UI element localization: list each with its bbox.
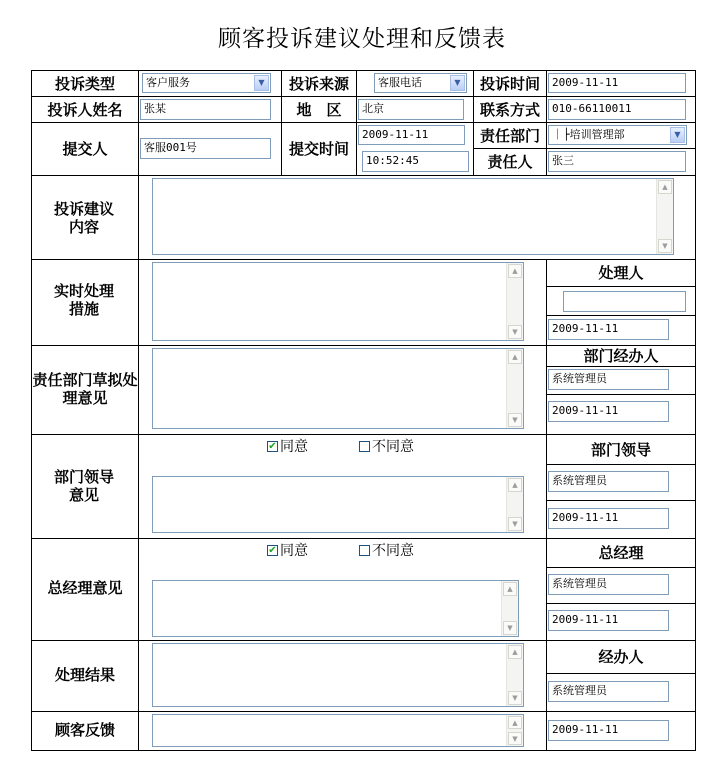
leader-agree-label: 同意 [280, 439, 308, 455]
region-field[interactable]: 北京 [358, 99, 464, 120]
handler-field[interactable] [563, 291, 686, 312]
scroll-up-icon[interactable]: ▲ [503, 582, 517, 596]
responsible-person-field[interactable]: 张三 [548, 151, 686, 172]
scroll-down-icon[interactable]: ▼ [508, 691, 522, 705]
scroll-up-icon[interactable]: ▲ [508, 350, 522, 364]
scroll-up-icon[interactable]: ▲ [508, 264, 522, 278]
scrollbar[interactable] [506, 715, 523, 746]
scroll-down-icon[interactable]: ▼ [658, 239, 672, 253]
realtime-measures-label: 实时处理措施 [53, 282, 114, 318]
complainant-name-label: 投诉人姓名 [47, 100, 123, 119]
complaint-time-label: 投诉时间 [479, 74, 540, 93]
complaint-time-field[interactable]: 2009-11-11 [548, 73, 686, 93]
responsible-dept-label: 责任部门 [479, 126, 540, 145]
dept-draft-textarea[interactable] [152, 348, 524, 429]
contact-label: 联系方式 [479, 100, 540, 119]
dept-agent-field[interactable]: 系统管理员 [548, 369, 669, 390]
gm-disagree-checkbox[interactable] [359, 541, 414, 559]
scroll-down-icon[interactable]: ▼ [508, 732, 522, 745]
scrollbar[interactable] [506, 644, 523, 706]
scrollbar[interactable] [506, 477, 523, 532]
dept-draft-label: 责任部门草拟处理意见 [32, 371, 138, 407]
scroll-down-icon[interactable]: ▼ [508, 517, 522, 531]
scroll-up-icon[interactable]: ▲ [658, 180, 672, 194]
handler-label: 处理人 [598, 264, 644, 282]
leader-disagree-label: 不同意 [372, 439, 414, 455]
complaint-type-label: 投诉类型 [54, 74, 115, 93]
dept-leader-field[interactable]: 系统管理员 [548, 471, 669, 492]
dept-leader-textarea[interactable] [152, 476, 524, 533]
complaint-type-select[interactable] [142, 73, 271, 93]
submit-date-field[interactable]: 2009-11-11 [358, 125, 465, 145]
gm-label: 总经理 [598, 544, 644, 562]
realtime-measures-textarea[interactable] [152, 262, 524, 341]
gm-date-field[interactable]: 2009-11-11 [548, 610, 669, 631]
scrollbar[interactable] [501, 581, 518, 636]
complainant-name-field[interactable]: 张某 [140, 99, 271, 120]
scroll-down-icon[interactable]: ▼ [508, 413, 522, 427]
responsible-person-label: 责任人 [487, 153, 533, 171]
draft-date-field[interactable]: 2009-11-11 [548, 401, 669, 422]
scroll-down-icon[interactable]: ▼ [508, 325, 522, 339]
gm-opinion-label: 总经理意见 [47, 579, 123, 597]
realtime-date-field[interactable]: 2009-11-11 [548, 319, 669, 340]
leader-agree-checkbox[interactable] [267, 437, 308, 455]
feedback-date-field[interactable]: 2009-11-11 [548, 720, 669, 741]
customer-feedback-textarea[interactable] [152, 714, 524, 747]
responsible-dept-select[interactable] [548, 125, 687, 145]
checkbox-empty-icon[interactable] [359, 545, 370, 556]
responsible-dept-value: ｜├培训管理部 [552, 128, 625, 141]
complaint-source-label: 投诉来源 [288, 74, 349, 93]
scroll-up-icon[interactable]: ▲ [508, 645, 522, 659]
submitter-field[interactable]: 客服001号 [140, 138, 271, 159]
checkmark-icon[interactable]: ✔ [268, 544, 277, 556]
chevron-down-icon[interactable]: ▼ [450, 75, 465, 91]
contact-field[interactable]: 010-66110011 [548, 99, 686, 120]
dept-leader-opinion-label: 部门领导意见 [53, 468, 114, 504]
submit-clock-field[interactable]: 10:52:45 [362, 151, 469, 172]
scrollbar[interactable] [506, 263, 523, 340]
scroll-up-icon[interactable]: ▲ [508, 716, 522, 729]
scroll-down-icon[interactable]: ▼ [503, 621, 517, 635]
gm-agree-checkbox[interactable] [267, 541, 308, 559]
result-textarea[interactable] [152, 643, 524, 707]
dept-agent-label: 部门经办人 [583, 347, 659, 365]
checkbox-empty-icon[interactable] [359, 441, 370, 452]
submitter-label: 提交人 [62, 140, 108, 158]
submit-time-label: 提交时间 [288, 140, 349, 158]
chevron-down-icon[interactable]: ▼ [254, 75, 269, 91]
gm-field[interactable]: 系统管理员 [548, 574, 669, 595]
leader-disagree-checkbox[interactable] [359, 437, 414, 455]
chevron-down-icon[interactable]: ▼ [670, 127, 685, 143]
gm-opinion-textarea[interactable] [152, 580, 519, 637]
scroll-up-icon[interactable]: ▲ [508, 478, 522, 492]
result-label: 处理结果 [54, 666, 115, 684]
checkmark-icon[interactable]: ✔ [268, 440, 277, 452]
dept-leader-label: 部门领导 [590, 440, 651, 459]
complaint-source-value: 客服电话 [378, 76, 422, 89]
complaint-source-select[interactable] [374, 73, 467, 93]
scrollbar[interactable] [506, 349, 523, 428]
region-label: 地 区 [296, 100, 342, 119]
complaint-content-textarea[interactable] [152, 178, 674, 255]
gm-disagree-label: 不同意 [372, 543, 414, 559]
complaint-content-label: 投诉建议内容 [53, 199, 114, 236]
page-title: 顾客投诉建议处理和反馈表 [218, 26, 506, 52]
complaint-type-value: 客户服务 [146, 76, 190, 89]
operator-field[interactable]: 系统管理员 [548, 681, 669, 702]
leader-date-field[interactable]: 2009-11-11 [548, 508, 669, 529]
customer-feedback-label: 顾客反馈 [54, 721, 115, 739]
scrollbar[interactable] [656, 179, 673, 254]
operator-label: 经办人 [598, 648, 644, 666]
gm-agree-label: 同意 [280, 543, 308, 559]
